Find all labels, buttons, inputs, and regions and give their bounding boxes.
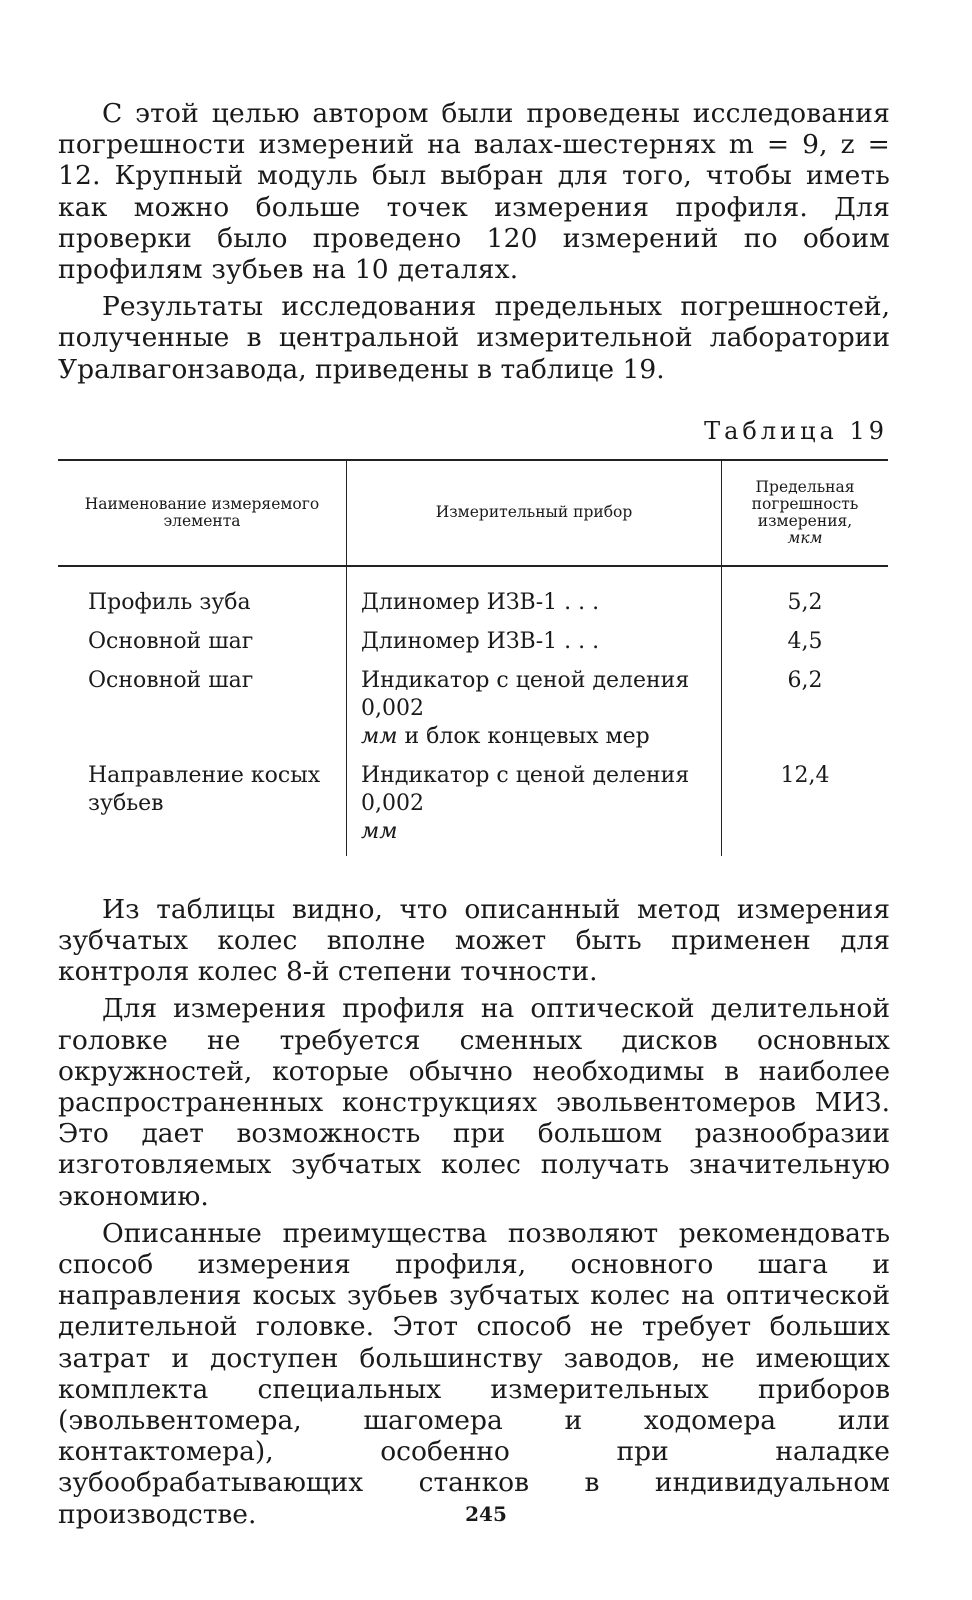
data-table — [58, 459, 888, 856]
cell-instrument — [347, 664, 722, 759]
paragraph: Описанные преимущества позволяют рекомендовать способ измерения профиля, основного шага и направления косых зубьев зубчатых колес на оптической делительной головке. Этот способ не требует больших затрат и доступен большинству заводов, не имеющих комплекта специальных измерительных приборов (эвольвентомера, шагомера и ходомера или контактомера), особенно при наладке зубообрабатывающих станков в индивидуальном производстве. — [58, 1217, 890, 1530]
cell-error: 12,4 — [722, 759, 889, 856]
cell-element: Профиль зуба — [58, 566, 347, 625]
table-caption: Таблица 19 — [704, 416, 888, 445]
header-instrument: Измерительный прибор — [347, 460, 722, 566]
paragraph: С этой целью автором были проведены исследования погрешности измерений на валах-шестернях m = 9, z = 12. Крупный модуль был выбран для того, чтобы иметь как можно больше точек измерения профиля. Для проверки было проведено 120 измерений по обоим профилям зубьев на 10 деталях. — [58, 98, 890, 286]
cell-error: 6,2 — [722, 664, 889, 759]
cell-error: 5,2 — [722, 566, 889, 625]
table-row — [58, 664, 888, 759]
header-element-name: Наименование измеряемого элемента — [58, 460, 347, 566]
paragraph: Для измерения профиля на оптической делительной головке не требуется сменных дисков основных окружностей, которые обычно необходимы в наиболее распространенных конструкциях эвольвентомеров МИЗ. Это дает возможность при большом разнообразии изготовляемых зубчатых колес получать значительную экономию. — [58, 993, 890, 1212]
cell-instrument: Длиномер ИЗВ-1 . . . — [361, 628, 600, 654]
cell-instrument-unit: мм — [361, 723, 398, 749]
cell-element: Направление косых зубьев — [58, 759, 347, 856]
cell-instrument-tail: и блок концевых мер — [397, 723, 650, 749]
paragraph: Из таблицы видно, что описанный метод измерения зубчатых колес вполне может быть применен для контроля колес 8-й степени точности. — [58, 893, 890, 988]
cell-instrument — [347, 759, 722, 856]
cell-instrument: Длиномер ИЗВ-1 . . . — [361, 589, 600, 615]
page-number: 245 — [465, 1502, 507, 1526]
cell-error: 4,5 — [722, 625, 889, 664]
header-error-unit: мкм — [787, 528, 823, 547]
table-header-row — [58, 460, 888, 566]
cell-instrument-text: Индикатор с ценой деления 0,002 — [361, 762, 690, 816]
cell-instrument-unit: мм — [361, 818, 398, 844]
paragraph: Результаты исследования предельных погрешностей, полученные в центральной измерительной лаборатории Уралвагонзавода, приведены в таблице 19. — [58, 291, 890, 385]
page-content — [58, 98, 890, 1530]
header-error — [722, 460, 889, 566]
table-row — [58, 566, 888, 625]
table-row — [58, 625, 888, 664]
cell-instrument-text: Индикатор с ценой деления 0,002 — [361, 667, 690, 721]
cell-element: Основной шаг — [58, 625, 347, 664]
header-error-label: Предельная погрешность измерения, — [751, 477, 859, 530]
table-row — [58, 759, 888, 856]
cell-element: Основной шаг — [58, 664, 347, 759]
